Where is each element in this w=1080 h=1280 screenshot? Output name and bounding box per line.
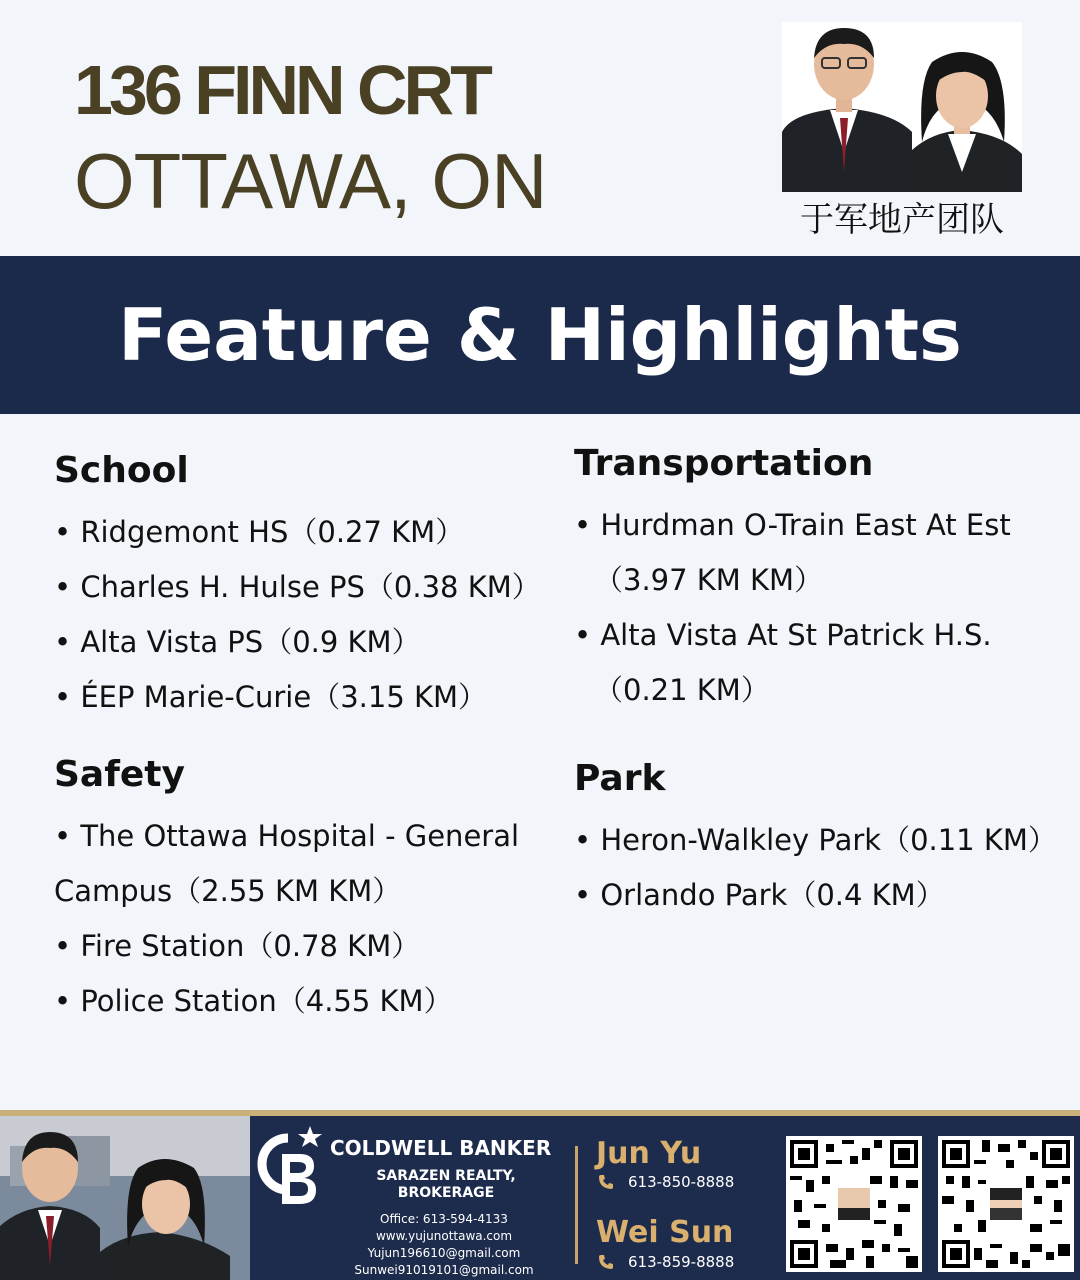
transportation-item: （0.21 KM） [594, 673, 770, 707]
safety-item: Campus（2.55 KM KM） [54, 874, 402, 908]
school-item: • ÉEP Marie-Curie（3.15 KM） [54, 680, 488, 714]
agent-phone-2[interactable]: 613-859-8888 [628, 1253, 735, 1271]
coldwell-banker-logo [248, 1124, 326, 1212]
team-photo [782, 22, 1022, 192]
banner-title: Feature & Highlights [118, 293, 962, 377]
highlights-banner [0, 256, 1080, 414]
school-item: • Charles H. Hulse PS（0.38 KM） [54, 570, 541, 604]
transportation-item: • Hurdman O-Train East At Est [574, 508, 1011, 542]
qr-code-icon [790, 1140, 918, 1268]
transportation-item: • Alta Vista At St Patrick H.S. [574, 618, 992, 652]
school-item: • Ridgemont HS（0.27 KM） [54, 515, 465, 549]
email-2[interactable]: Sunwei91019101@gmail.com [354, 1263, 534, 1277]
safety-section [54, 754, 519, 1029]
email-1[interactable]: Yujun196610@gmail.com [367, 1246, 521, 1260]
transportation-item: （3.97 KM KM） [594, 563, 824, 597]
footer-divider [575, 1146, 578, 1264]
brokerage-sub-line1: SARAZEN REALTY, [376, 1168, 516, 1184]
park-heading: Park [574, 758, 666, 799]
transportation-section [574, 443, 1011, 718]
phone-icon [598, 1254, 614, 1270]
safety-item: • The Ottawa Hospital - General [54, 819, 520, 853]
team-name: 于军地产团队 [800, 200, 1004, 240]
agent-name-1: Jun Yu [596, 1136, 702, 1171]
safety-heading: Safety [54, 754, 185, 795]
brokerage-sub-line2: BROKERAGE [397, 1185, 495, 1201]
brokerage-name: COLDWELL BANKER [330, 1136, 552, 1160]
website-link[interactable]: www.yujunottawa.com [375, 1229, 513, 1243]
qr-code-wei-sun[interactable] [938, 1136, 1074, 1272]
address-line1: 136 FINN CRT [74, 51, 489, 129]
qr-code-icon [942, 1140, 1070, 1268]
agent-phone-1[interactable]: 613-850-8888 [628, 1173, 735, 1191]
park-item: • Heron-Walkley Park（0.11 KM） [574, 823, 1057, 857]
park-item: • Orlando Park（0.4 KM） [574, 878, 945, 912]
park-section [574, 758, 1057, 923]
school-heading: School [54, 450, 189, 491]
school-section [54, 450, 541, 725]
phone-icon [598, 1174, 614, 1190]
school-item: • Alta Vista PS（0.9 KM） [54, 625, 421, 659]
agent-name-2: Wei Sun [596, 1215, 734, 1250]
qr-code-jun-yu[interactable] [786, 1136, 922, 1272]
safety-item: • Police Station（4.55 KM） [54, 984, 453, 1018]
office-phone: Office: 613-594-4133 [380, 1212, 508, 1226]
brokerage-sub [352, 1168, 540, 1202]
transportation-heading: Transportation [574, 443, 874, 484]
safety-item: • Fire Station（0.78 KM） [54, 929, 421, 963]
footer-agents-photo [0, 1116, 250, 1280]
address-line2: OTTAWA, ON [74, 137, 547, 225]
